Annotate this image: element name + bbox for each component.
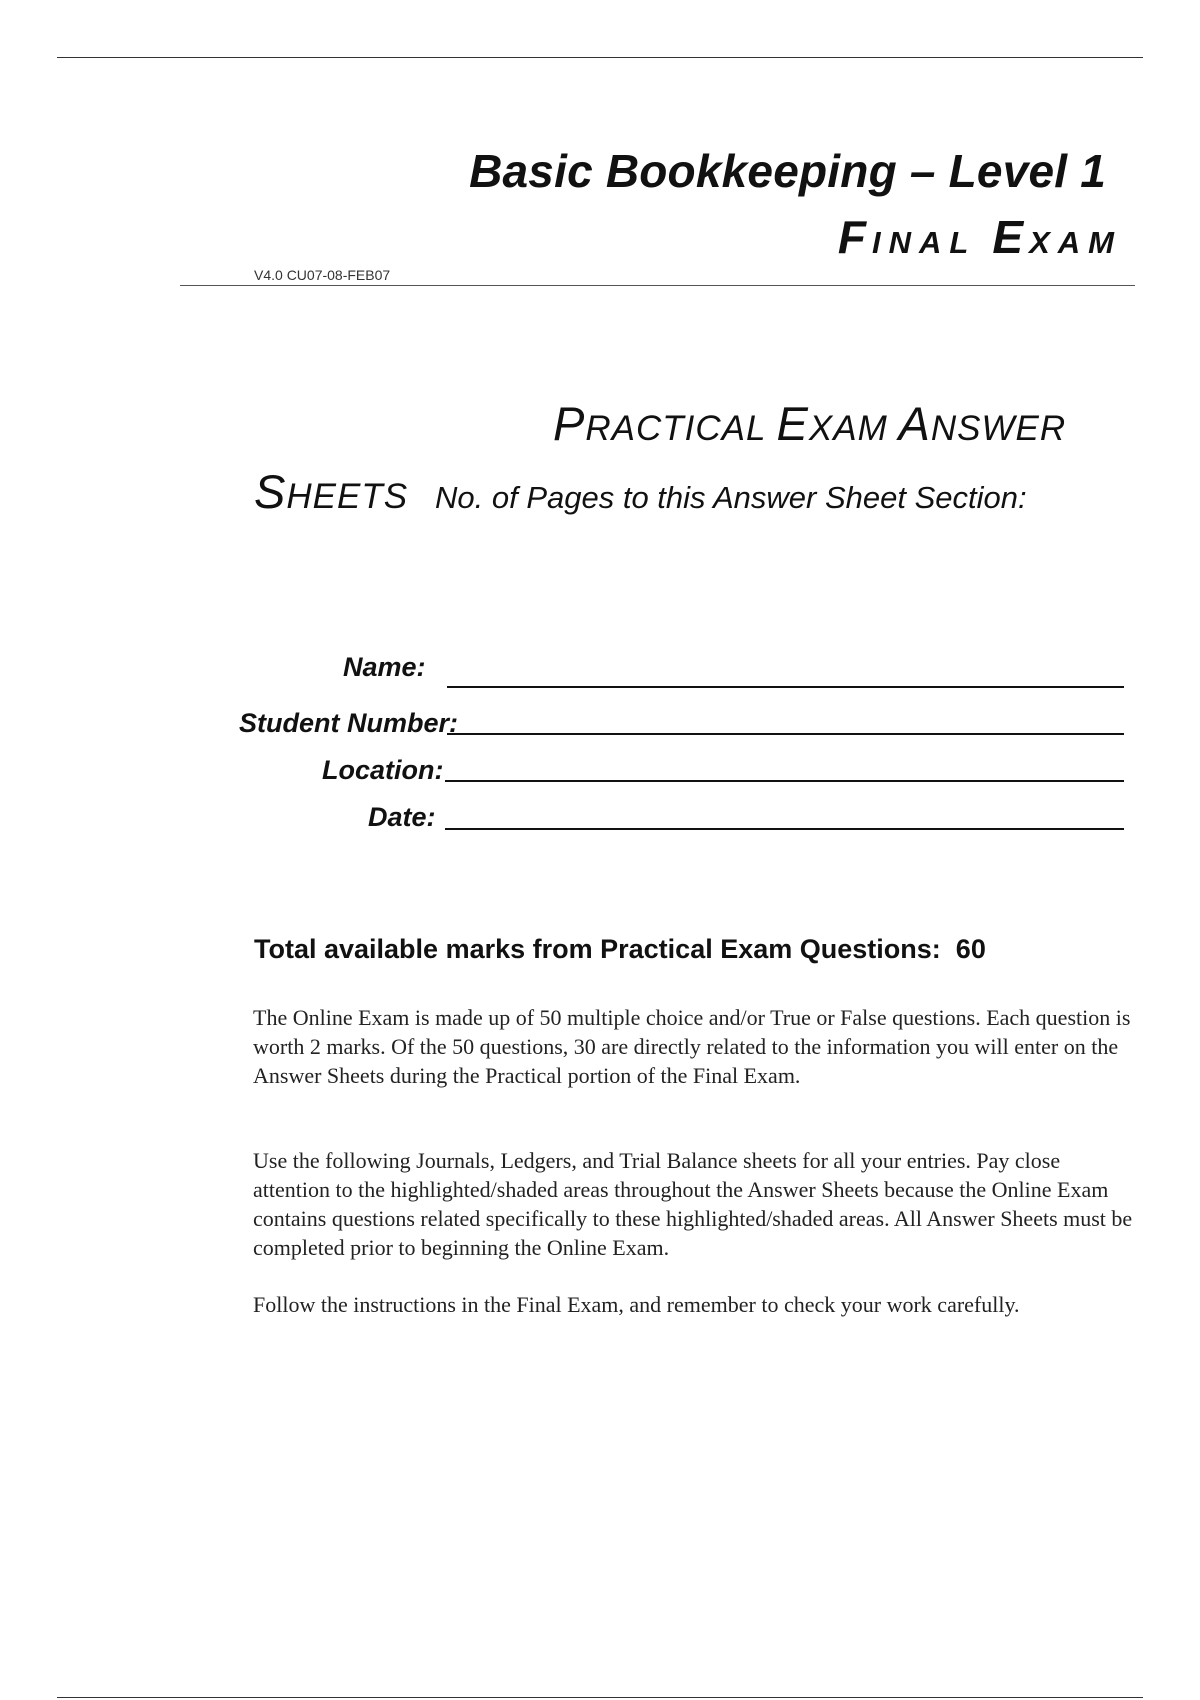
subtitle-text: INAL bbox=[872, 225, 993, 260]
heading-initial: S bbox=[254, 465, 287, 518]
instruction-paragraph: Use the following Journals, Ledgers, and Trial Balance sheets for all your entries. Pay close attention to the highlighted/shaded areas throughout the Answer Sheets because the Online Exam contains questions related specifically to these highlighted/shaded areas. All Answer Sheets must be completed prior to beginning the Online Exam. bbox=[253, 1148, 1133, 1260]
date-label: Date: bbox=[368, 802, 436, 832]
heading-initial: A bbox=[898, 397, 931, 450]
document-title: Basic Bookkeeping – Level 1 bbox=[469, 145, 1106, 197]
location-field[interactable] bbox=[445, 780, 1124, 782]
subtitle-text: XAM bbox=[1029, 225, 1122, 260]
total-marks-value: 60 bbox=[955, 934, 986, 964]
header-rule bbox=[180, 285, 1135, 286]
date-field[interactable] bbox=[445, 828, 1124, 830]
student-number-label: Student Number: bbox=[239, 708, 458, 738]
name-field[interactable] bbox=[447, 686, 1124, 688]
subtitle-initial: F bbox=[837, 211, 873, 263]
top-rule bbox=[57, 57, 1143, 58]
heading-text: HEETS bbox=[286, 477, 409, 516]
heading-text: NSWER bbox=[930, 409, 1067, 448]
location-label: Location: bbox=[322, 755, 444, 785]
instruction-paragraph: The Online Exam is made up of 50 multiple choice and/or True or False questions. Each question is worth 2 marks. Of the 50 questions, 30 are directly related to the information you will enter on the Answer Sheets during the Practical portion of the Final Exam. bbox=[253, 1005, 1131, 1088]
student-number-field[interactable] bbox=[447, 733, 1124, 735]
version-code: V4.0 CU07-08-FEB07 bbox=[254, 267, 391, 283]
name-label: Name: bbox=[343, 652, 426, 682]
section-heading bbox=[553, 397, 1067, 450]
pages-count-label: No. of Pages to this Answer Sheet Section: bbox=[435, 480, 1027, 515]
subtitle-initial: E bbox=[992, 211, 1030, 263]
total-marks-label: Total available marks from Practical Exam Questions: bbox=[254, 934, 941, 964]
heading-text: XAM bbox=[808, 409, 899, 448]
bottom-rule bbox=[57, 1697, 1143, 1698]
heading-text: RACTICAL bbox=[585, 409, 777, 448]
section-heading-continued bbox=[254, 465, 409, 518]
total-marks bbox=[254, 934, 986, 965]
document-subtitle bbox=[0, 210, 1122, 264]
instruction-paragraph: Follow the instructions in the Final Exam, and remember to check your work carefully. bbox=[253, 1292, 1020, 1317]
heading-initial: E bbox=[776, 397, 809, 450]
heading-initial: P bbox=[553, 397, 586, 450]
